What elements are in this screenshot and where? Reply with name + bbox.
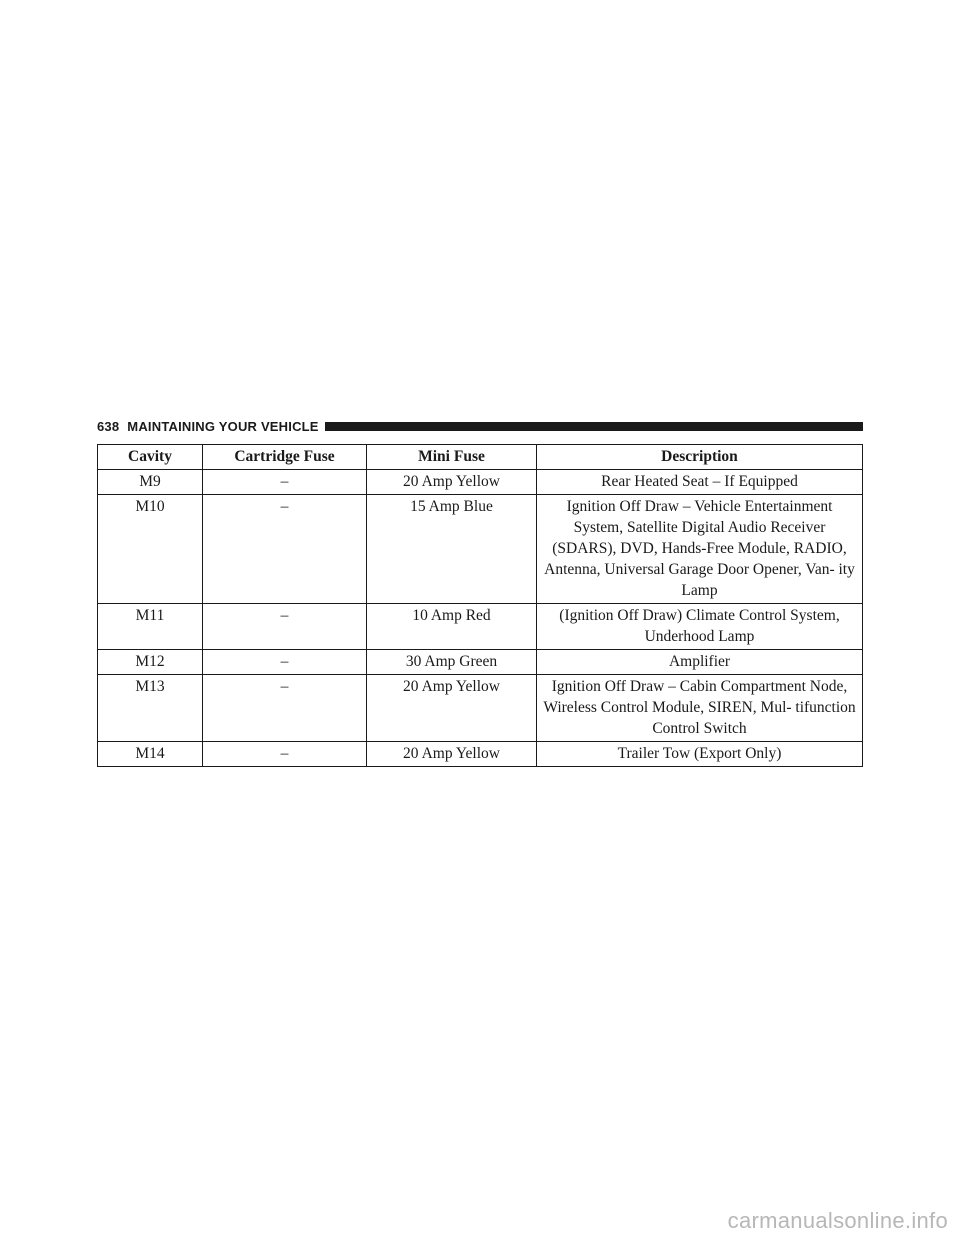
table-row	[98, 470, 863, 495]
table-row	[98, 495, 863, 604]
cell-cavity: M12	[98, 650, 203, 675]
table-row	[98, 604, 863, 650]
cell-mini-fuse: 15 Amp Blue	[367, 495, 537, 604]
header-rule	[325, 422, 863, 431]
column-header-cavity: Cavity	[98, 445, 203, 470]
cell-cartridge-fuse: –	[203, 650, 367, 675]
column-header-mini-fuse: Mini Fuse	[367, 445, 537, 470]
cell-cavity: M11	[98, 604, 203, 650]
page-number: 638	[97, 418, 120, 434]
cell-mini-fuse: 20 Amp Yellow	[367, 675, 537, 742]
cell-description: (Ignition Off Draw) Climate Control System, Underhood Lamp	[537, 604, 863, 650]
cell-description: Trailer Tow (Export Only)	[537, 742, 863, 767]
cell-cavity: M10	[98, 495, 203, 604]
page-header	[97, 416, 863, 436]
table-header-row	[98, 445, 863, 470]
cell-cartridge-fuse: –	[203, 604, 367, 650]
fuse-table	[97, 444, 863, 767]
cell-mini-fuse: 20 Amp Yellow	[367, 470, 537, 495]
cell-cavity: M13	[98, 675, 203, 742]
cell-description: Ignition Off Draw – Vehicle Entertainment System, Satellite Digital Audio Receiver (SDARS), DVD, Hands-Free Module, RADIO, Antenna, Universal Garage Door Opener, Van- ity Lamp	[537, 495, 863, 604]
cell-cavity: M9	[98, 470, 203, 495]
column-header-description: Description	[537, 445, 863, 470]
table-row	[98, 742, 863, 767]
cell-cartridge-fuse: –	[203, 742, 367, 767]
cell-cartridge-fuse: –	[203, 675, 367, 742]
cell-description: Rear Heated Seat – If Equipped	[537, 470, 863, 495]
cell-mini-fuse: 10 Amp Red	[367, 604, 537, 650]
cell-cavity: M14	[98, 742, 203, 767]
watermark: carmanualsonline.info	[727, 1208, 948, 1233]
cell-cartridge-fuse: –	[203, 495, 367, 604]
section-title: MAINTAINING YOUR VEHICLE	[127, 418, 319, 434]
cell-cartridge-fuse: –	[203, 470, 367, 495]
cell-mini-fuse: 20 Amp Yellow	[367, 742, 537, 767]
cell-description: Amplifier	[537, 650, 863, 675]
table-row	[98, 675, 863, 742]
column-header-cartridge-fuse: Cartridge Fuse	[203, 445, 367, 470]
cell-mini-fuse: 30 Amp Green	[367, 650, 537, 675]
cell-description: Ignition Off Draw – Cabin Compartment Node, Wireless Control Module, SIREN, Mul- tifunction Control Switch	[537, 675, 863, 742]
table-row	[98, 650, 863, 675]
